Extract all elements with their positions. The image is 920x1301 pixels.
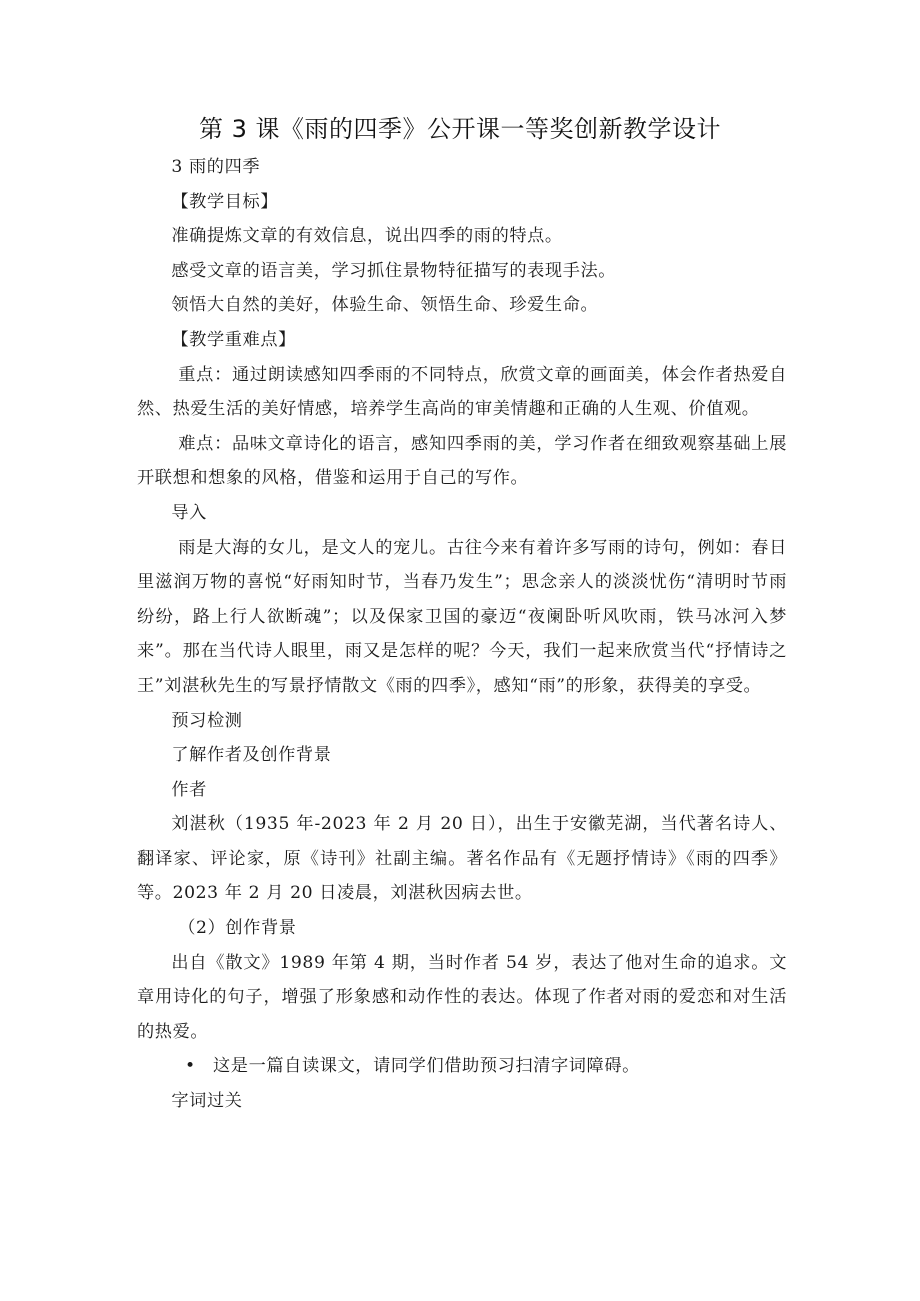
- words-heading: 字词过关: [171, 1091, 243, 1112]
- intro-paragraph: 雨是大海的女儿，是文人的宠儿。古往今来有着许多写雨的诗句，例如：春日里滋润万物的喜悦“好雨知时节，当春乃发生”；思念亲人的淡淡忧伤“清明时节雨纷纷，路上行人欲断魂”；以及保家卫国的豪迈“夜阑卧听风吹雨，铁马冰河入梦来”。那在当代诗人眼里，雨又是怎样的呢？今天，我们一起来欣赏当代“抒情诗之王”刘湛秋先生的写景抒情散文《雨的四季》，感知“雨”的形象，获得美的享受。: [137, 537, 787, 696]
- bullet-item: [137, 1049, 787, 1084]
- difficult-point-paragraph: 难点：品味文章诗化的语言，感知四季雨的美，学习作者在细致观察基础上展开联想和想象的风格，借鉴和运用于自己的写作。: [137, 433, 787, 489]
- author-paragraph: 刘湛秋（1935 年-2023 年 2 月 20 日），出生于安徽芜湖，当代著名诗人、翻译家、评论家，原《诗刊》社副主编。著名作品有《无题抒情诗》《雨的四季》等。2023 年 2 月 20 日凌晨，刘湛秋因病去世。: [137, 814, 787, 904]
- author-heading: 作者: [171, 779, 207, 800]
- goals-heading: 【教学目标】: [171, 191, 279, 212]
- bullet-text: 这是一篇自读课文，请同学们借助预习扫清字词障碍。: [213, 1056, 640, 1077]
- document-title: 第 3 课《雨的四季》公开课一等奖创新教学设计: [198, 115, 722, 143]
- intro-heading: 导入: [171, 502, 207, 523]
- author-background-heading: 了解作者及创作背景: [171, 745, 332, 766]
- bullet-icon: •: [185, 1056, 196, 1077]
- background-heading: （2）创作背景: [178, 918, 297, 939]
- document-body: [137, 150, 787, 1119]
- background-paragraph: 出自《散文》1989 年第 4 期，当时作者 54 岁，表达了他对生命的追求。文章用诗化的句子，增强了形象感和动作性的表达。体现了作者对雨的爱恋和对生活的热爱。: [137, 952, 787, 1042]
- keypoints-heading: 【教学重难点】: [171, 329, 296, 350]
- key-point-paragraph: 重点：通过朗读感知四季雨的不同特点，欣赏文章的画面美，体会作者热爱自然、热爱生活的美好情感，培养学生高尚的审美情趣和正确的人生观、价值观。: [137, 364, 787, 420]
- preview-heading: 预习检测: [171, 710, 243, 731]
- goal-item: 准确提炼文章的有效信息，说出四季的雨的特点。: [171, 226, 563, 247]
- goal-item: 感受文章的语言美，学习抓住景物特征描写的表现手法。: [171, 260, 617, 281]
- goal-item: 领悟大自然的美好，体验生命、领悟生命、珍爱生命。: [171, 295, 599, 316]
- lesson-name: 3 雨的四季: [171, 157, 261, 177]
